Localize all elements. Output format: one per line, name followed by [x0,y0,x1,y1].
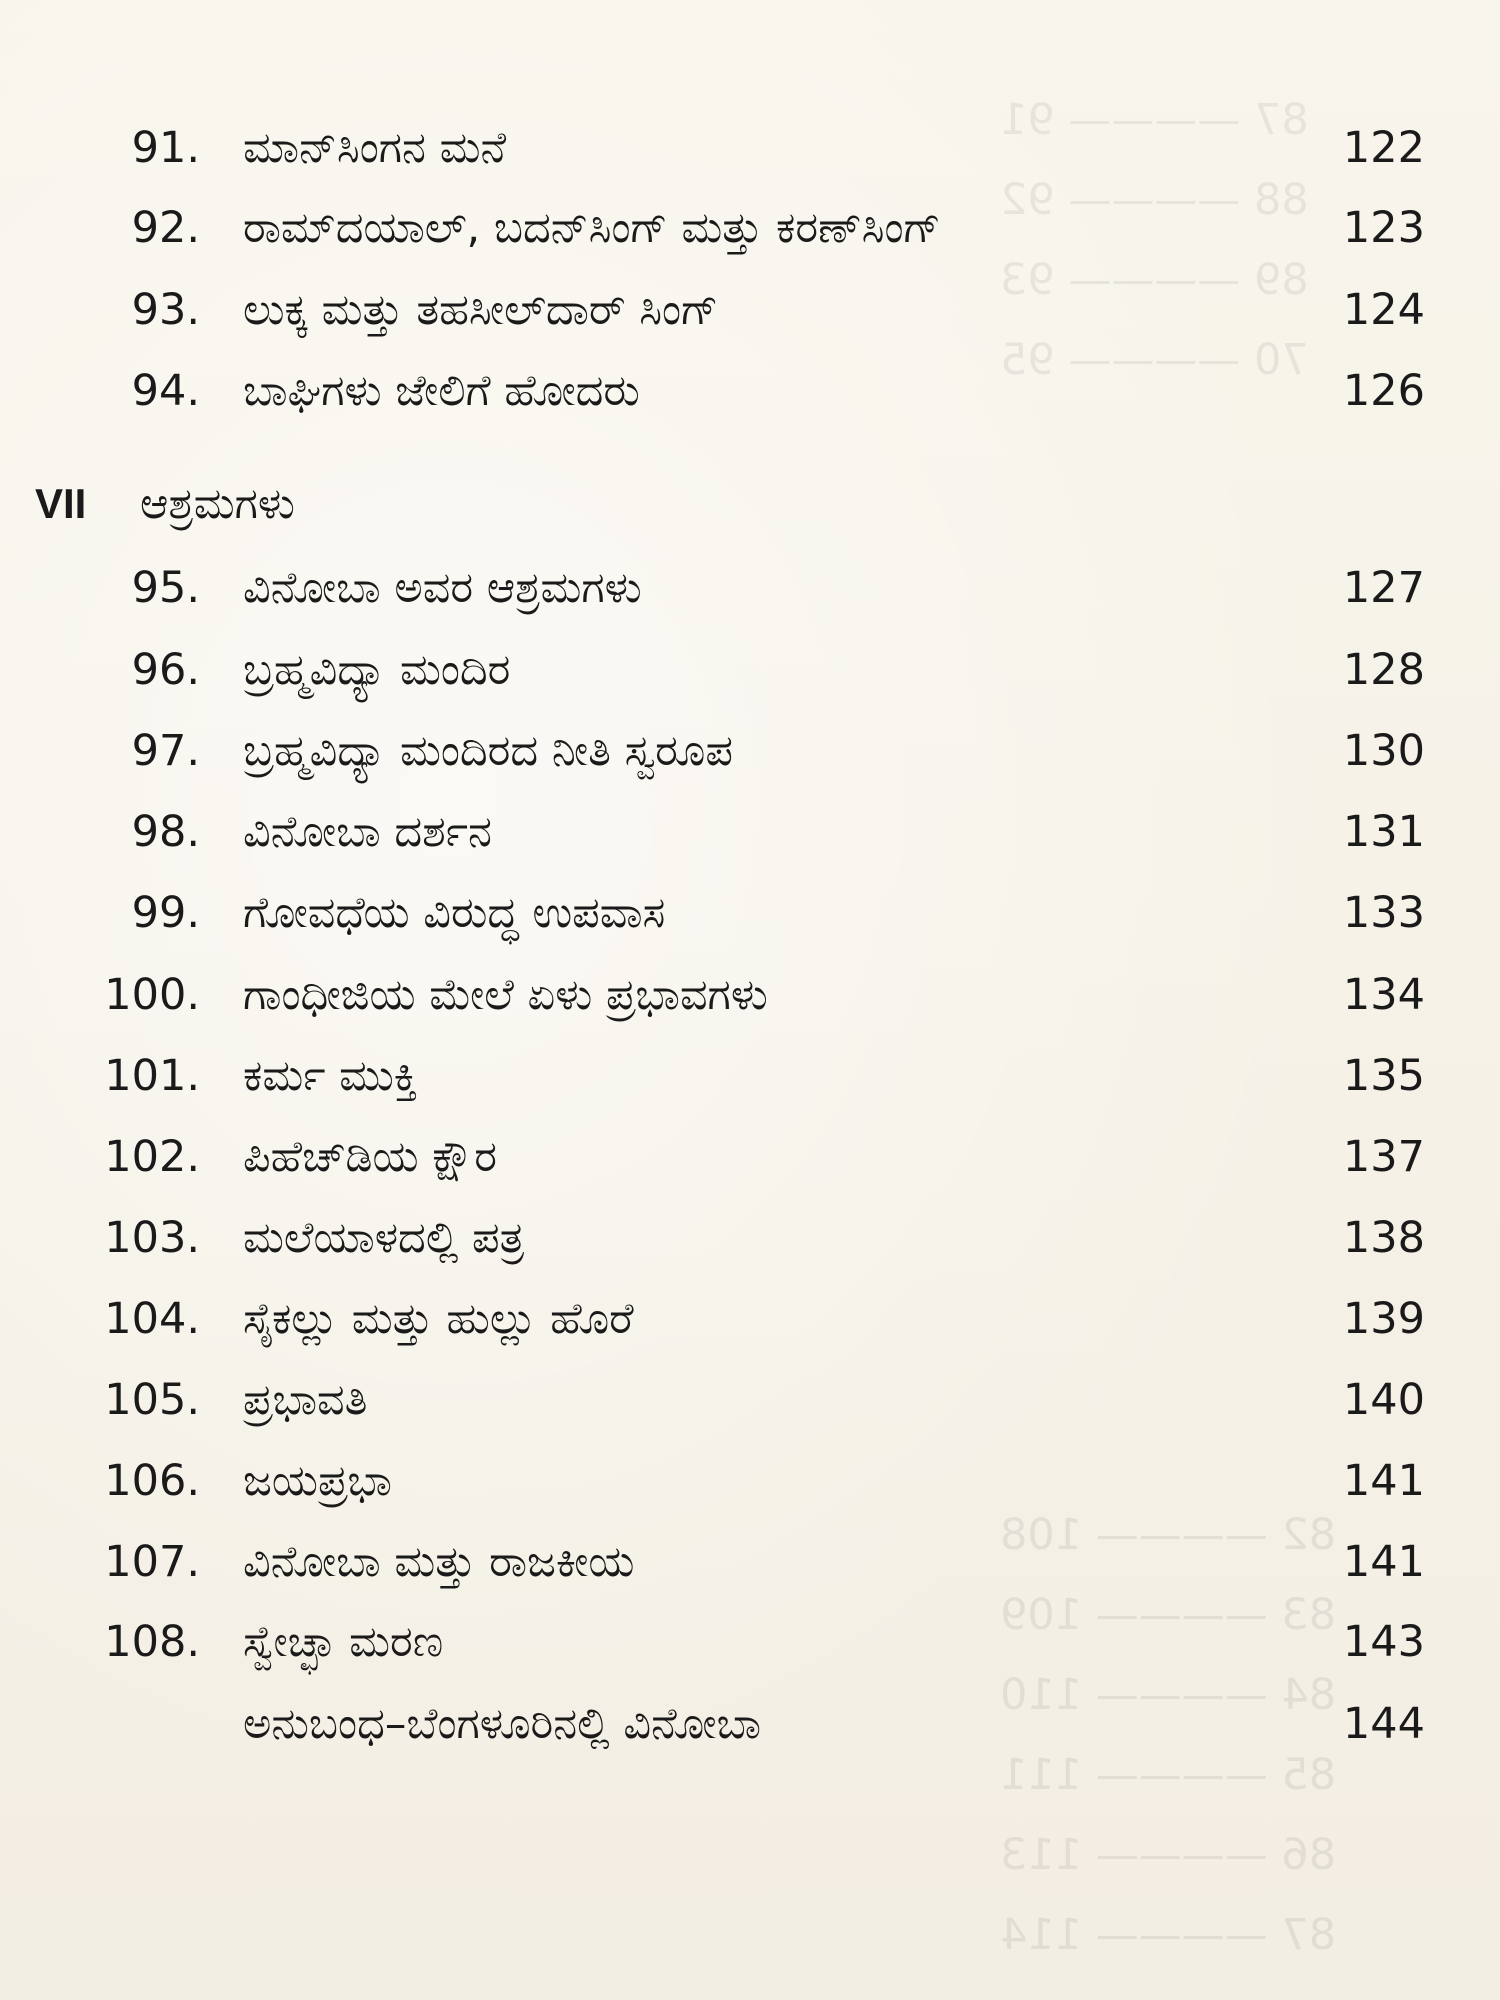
entry-page-number: 131 [1342,807,1425,857]
ghost-text: 82 ———— 108 [1000,1510,1337,1560]
ghost-text: 84 ———— 110 [1000,1670,1337,1720]
entry-title: ಗೋವಧೆಯ ವಿರುದ್ಧ ಉಪವಾಸ [243,888,666,938]
entry-title: ವಿನೋಬಾ ಮತ್ತು ರಾಜಕೀಯ [243,1537,635,1587]
entry-page-number: 140 [1342,1375,1425,1425]
entry-title: ಸೈಕಲ್ಲು ಮತ್ತು ಹುಲ್ಲು ಹೊರೆ [243,1294,634,1344]
section-roman-numeral: VII [35,480,87,527]
entry-title: ಜಯಪ್ರಭಾ [243,1456,392,1506]
entry-title: ರಾಮ್‌ದಯಾಲ್, ಬದನ್‌ಸಿಂಗ್ ಮತ್ತು ಕರಣ್‌ಸಿಂಗ್ [243,203,941,253]
toc-entry[interactable] [0,275,1500,345]
ghost-text: 87 ———— 91 [1000,95,1309,145]
entry-page-number: 143 [1342,1617,1425,1667]
entry-title: ಅನುಬಂಧ–ಬೆಂಗಳೂರಿನಲ್ಲಿ ವಿನೋಬಾ [243,1699,762,1749]
entry-title: ಬಾಘಿಗಳು ಜೇಲಿಗೆ ಹೋದರು [243,366,640,416]
entry-page-number: 144 [1342,1699,1425,1749]
entry-title: ವಿನೋಬಾ ಅವರ ಆಶ್ರಮಗಳು [243,563,642,613]
entry-number: 96. [131,645,200,695]
entry-page-number: 141 [1342,1456,1425,1506]
ghost-text: 88 ———— 92 [1000,175,1309,225]
entry-title: ಗಾಂಧೀಜಿಯ ಮೇಲೆ ಏಳು ಪ್ರಭಾವಗಳು [243,970,768,1020]
entry-number: 108. [104,1617,200,1667]
ghost-text: 83 ———— 109 [1000,1590,1337,1640]
entry-page-number: 135 [1342,1051,1425,1101]
section-title: ಆಶ್ರಮಗಳು [140,479,295,529]
entry-number: 104. [104,1294,200,1344]
entry-number: 95. [131,563,200,613]
toc-entry[interactable] [0,960,1500,1030]
entry-title: ಬ್ರಹ್ಮವಿದ್ಯಾ ಮಂದಿರದ ನೀತಿ ಸ್ವರೂಪ [243,726,733,776]
entry-title: ಲುಕ್ಕ ಮತ್ತು ತಹಸೀಲ್‌ದಾರ್ ಸಿಂಗ್ [243,285,719,335]
entry-number: 100. [104,970,200,1020]
entry-number: 94. [131,366,200,416]
entry-number: 91. [131,123,200,173]
entry-title: ಕರ್ಮ ಮುಕ್ತಿ [243,1051,418,1101]
entry-page-number: 122 [1342,123,1425,173]
toc-entry[interactable] [0,113,1500,183]
entry-title: ಸ್ವೇಚ್ಛಾ ಮರಣ [243,1617,444,1667]
ghost-text: 85 ———— 111 [1000,1750,1337,1800]
entry-number: 93. [131,285,200,335]
toc-entry[interactable] [0,1284,1500,1354]
toc-entry[interactable] [0,1607,1500,1677]
entry-number: 92. [131,203,200,253]
entry-page-number: 133 [1342,888,1425,938]
ghost-text: 89 ———— 93 [1000,255,1309,305]
entry-title: ಮಾನ್‌ಸಿಂಗನ ಮನೆ [243,123,507,173]
entry-number: 107. [104,1537,200,1587]
toc-entry-appendix[interactable] [0,1689,1500,1759]
toc-entry[interactable] [0,356,1500,426]
entry-title: ಮಲೆಯಾಳದಲ್ಲಿ ಪತ್ರ [243,1213,525,1263]
entry-page-number: 123 [1342,203,1425,253]
entry-number: 106. [104,1456,200,1506]
section-heading [0,469,1500,539]
toc-entry[interactable] [0,1446,1500,1516]
entry-page-number: 141 [1342,1537,1425,1587]
entry-page-number: 128 [1342,645,1425,695]
toc-entry[interactable] [0,1041,1500,1111]
entry-number: 97. [131,726,200,776]
entry-page-number: 138 [1342,1213,1425,1263]
entry-title: ಬ್ರಹ್ಮವಿದ್ಯಾ ಮಂದಿರ [243,645,511,695]
entry-title: ವಿನೋಬಾ ದರ್ಶನ [243,807,492,857]
entry-number: 98. [131,807,200,857]
toc-entry[interactable] [0,1365,1500,1435]
entry-title: ಪಿಹೆಚ್‌ಡಿಯ ಕ್ಷೌರ [243,1132,497,1182]
entry-page-number: 139 [1342,1294,1425,1344]
entry-page-number: 130 [1342,726,1425,776]
toc-entry[interactable] [0,193,1500,263]
ghost-text: 86 ———— 113 [1000,1830,1337,1880]
entry-page-number: 137 [1342,1132,1425,1182]
entry-number: 99. [131,888,200,938]
toc-entry[interactable] [0,635,1500,705]
entry-number: 101. [104,1051,200,1101]
toc-entry[interactable] [0,797,1500,867]
toc-entry[interactable] [0,1122,1500,1192]
entry-page-number: 124 [1342,285,1425,335]
entry-title: ಪ್ರಭಾವತಿ [243,1375,368,1425]
entry-page-number: 134 [1342,970,1425,1020]
entry-page-number: 127 [1342,563,1425,613]
toc-entry[interactable] [0,716,1500,786]
entry-number: 103. [104,1213,200,1263]
toc-entry[interactable] [0,553,1500,623]
toc-entry[interactable] [0,878,1500,948]
ghost-text: 70 ———— 95 [1000,335,1309,385]
toc-entry[interactable] [0,1527,1500,1597]
ghost-text: 87 ———— 114 [1000,1910,1337,1960]
entry-number: 102. [104,1132,200,1182]
toc-entry[interactable] [0,1203,1500,1273]
entry-page-number: 126 [1342,366,1425,416]
entry-number: 105. [104,1375,200,1425]
